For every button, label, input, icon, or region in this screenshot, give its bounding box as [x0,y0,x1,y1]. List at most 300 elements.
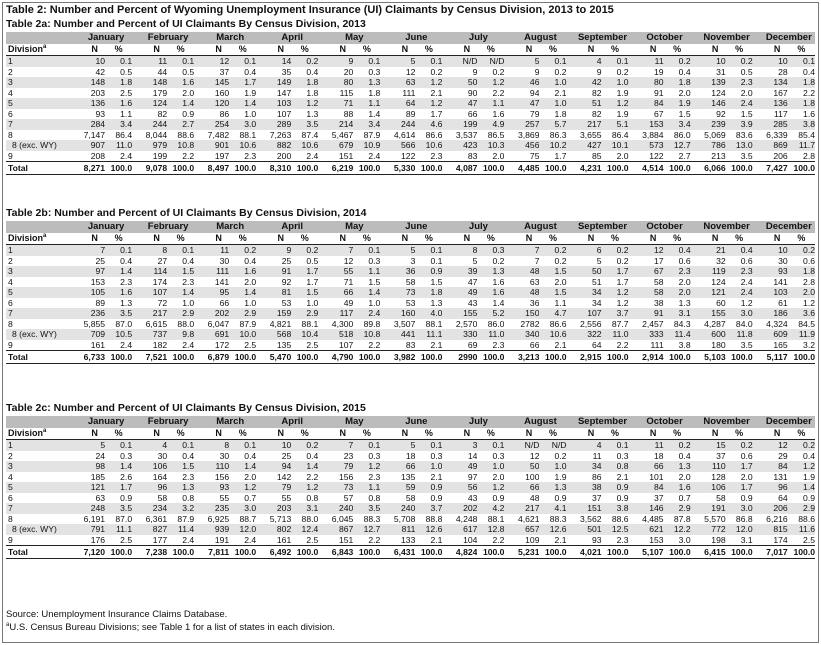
count-cell: 49 [442,461,477,472]
percent-cell: 11.4 [664,329,691,340]
count-cell: 101 [649,471,664,482]
count-cell: 240 [380,503,415,514]
percent-cell: 87.9 [239,318,257,329]
count-cell: 149 [256,77,291,88]
count-cell: 38 [567,482,602,493]
percent-cell: 3.4 [353,119,380,130]
percent-cell: 0.9 [554,492,567,503]
count-cell: 84 [753,461,788,472]
count-cell: 83 [405,339,416,350]
percent-cell: 0.1 [415,245,442,256]
percent-cell: 86.4 [611,129,629,140]
percent-cell: 2.4 [368,150,381,161]
percent-cell: 1.9 [616,87,629,98]
percent-cell: 0.4 [244,450,257,461]
percent-cell: 1.7 [291,266,318,277]
month-header: March [194,221,256,233]
n-column-header: N [318,428,353,440]
percent-cell: 11.0 [602,329,629,340]
table-row [6,493,815,504]
percent-cell: 3.4 [105,119,132,130]
percent-cell: 100.0 [415,162,442,175]
count-cell: 58 [157,492,168,503]
percent-cell: 1.0 [602,77,629,88]
percent-cell: 0.5 [740,66,753,77]
percent-cell: 12.2 [664,524,691,535]
percent-cell: 100.0 [105,162,132,175]
count-cell: 69 [467,339,478,350]
count-cell: 4,287 [704,318,726,329]
percent-cell: 1.5 [291,287,318,298]
percent-cell: 1.6 [664,482,691,493]
percent-cell: 2.2 [368,339,381,350]
count-cell: 4,621 [517,513,540,524]
month-header: November [691,32,753,44]
percent-cell: 2.4 [306,150,319,161]
division-label: 6 [8,492,13,503]
pct-column-header: % [602,233,629,245]
percent-cell: 100.0 [602,162,629,175]
percent-cell: 0.2 [602,245,629,256]
division-label: Total [6,351,70,364]
table-row [6,503,815,514]
count-cell: 3,507 [393,318,416,329]
percent-cell: 88.3 [549,513,567,524]
count-cell: 91 [629,308,664,319]
percent-cell: 0.1 [788,56,815,67]
percent-cell: 1.7 [430,108,443,119]
percent-cell: 100.0 [726,546,753,559]
percent-cell: 0.9 [803,492,815,503]
table-row [6,151,815,162]
count-cell: 2,556 [580,318,602,329]
pct-column-header: % [105,233,132,245]
count-cell: 6,216 [766,513,788,524]
count-cell: 180 [711,339,726,350]
percent-cell: 1.2 [291,482,318,493]
count-cell: 30 [157,450,168,461]
count-cell: 79 [529,108,540,119]
count-cell: 5,069 [704,129,726,140]
count-cell: 8,271 [70,162,105,175]
count-cell: 573 [629,140,664,151]
month-header: February [132,32,194,44]
count-cell: 115 [339,87,354,98]
count-cell: 901 [194,140,229,151]
percent-cell: 2.8 [803,150,815,161]
division-label: 4 [8,87,13,98]
percent-cell: 1.3 [477,266,504,277]
division-header-sup: a [43,428,47,434]
percent-cell: 1.8 [105,77,132,88]
count-cell: 120 [194,98,229,109]
percent-cell: 1.2 [353,461,380,472]
n-column-header: N [567,44,602,56]
percent-cell: 10.9 [353,140,380,151]
percent-cell: 1.5 [740,108,753,119]
percent-cell: 10.6 [539,329,566,340]
count-cell: 191 [214,534,230,545]
count-cell: 617 [442,524,477,535]
pct-column-header: % [105,428,132,440]
percent-cell: 1.7 [616,276,629,287]
percent-cell: 1.5 [430,276,443,287]
count-cell: 111 [650,339,664,350]
pct-column-header: % [415,44,442,56]
percent-cell: 88.1 [487,513,505,524]
percent-cell: 2.3 [430,150,443,161]
table-row [6,109,815,120]
count-cell: 53 [405,297,416,308]
division-label: 6 [8,108,13,119]
subheader-row [6,233,815,245]
count-cell: 25 [281,255,292,266]
count-cell: 107 [338,339,354,350]
count-cell: 198 [711,534,726,545]
count-cell: 176 [90,534,106,545]
percent-cell: 0.2 [664,56,691,67]
count-cell: 568 [256,329,291,340]
percent-cell: 0.2 [492,255,505,266]
percent-cell: 1.4 [229,461,256,472]
count-cell: 5 [380,440,415,451]
percent-cell: 1.0 [182,297,195,308]
percent-cell: 2.3 [244,150,257,161]
percent-cell: 100.0 [229,162,256,175]
percent-cell: 1.2 [415,77,442,88]
count-cell: 66 [529,339,540,350]
count-cell: 79 [318,461,353,472]
count-cell: 38 [654,297,664,308]
count-cell: 8 [442,245,477,256]
count-cell: 117 [773,108,788,119]
count-cell: 42 [95,66,106,77]
percent-cell: 86.6 [549,318,567,329]
count-cell: 51 [567,98,602,109]
percent-cell: 0.4 [120,255,133,266]
percent-cell: 10.3 [477,140,504,151]
count-cell: 156 [338,471,354,482]
pct-column-header: % [602,428,629,440]
percent-cell: 3.5 [740,150,753,161]
count-cell: 6,339 [766,129,788,140]
count-cell: 82 [591,108,602,119]
n-column-header: N [256,44,291,56]
n-column-header: N [70,44,105,56]
count-cell: 93 [753,266,788,277]
count-cell: 122 [649,150,664,161]
percent-cell: 2.3 [726,266,753,277]
count-cell: 217 [567,119,602,130]
percent-cell: 0.6 [740,450,753,461]
count-cell: 63 [380,77,415,88]
count-cell: 6,045 [331,513,354,524]
count-cell: 29 [778,450,788,461]
percent-cell: 4.2 [477,503,504,514]
count-cell: 4,485 [504,162,539,175]
count-cell: 4,248 [455,513,478,524]
count-cell: 240 [318,503,353,514]
n-column-header: N [504,428,539,440]
count-cell: 43 [467,492,478,503]
percent-cell: 2.5 [306,534,319,545]
percent-cell: 4.0 [415,308,442,319]
month-header: September [567,416,629,428]
count-cell: 48 [504,266,539,277]
pct-column-header: % [788,44,815,56]
division-header-sup: a [43,233,47,239]
count-cell: 141 [214,276,230,287]
percent-cell: 100.0 [353,351,380,364]
percent-cell: 0.4 [664,245,691,256]
percent-cell: 12.5 [602,524,629,535]
percent-cell: 2.3 [726,77,753,88]
count-cell: 30 [219,450,230,461]
percent-cell: 3.0 [726,308,753,319]
percent-cell: 2.0 [740,87,753,98]
month-header: April [256,416,318,428]
count-cell: 4 [132,440,167,451]
count-cell: 234 [132,503,167,514]
count-cell: 882 [256,140,291,151]
count-cell: 93 [591,534,602,545]
count-cell: 5,103 [691,351,726,364]
percent-cell: 3.5 [353,503,380,514]
count-cell: 66 [318,287,353,298]
pct-column-header: % [539,428,566,440]
count-cell: 49 [442,287,477,298]
percent-cell: 86.3 [549,129,567,140]
count-cell: 63 [529,276,540,287]
percent-cell: 0.2 [291,56,318,67]
pct-column-header: % [726,233,753,245]
count-cell: 2,570 [455,318,478,329]
count-cell: 907 [70,140,105,151]
month-header: October [629,221,691,233]
month-header: September [567,32,629,44]
count-cell: 7,482 [207,129,230,140]
percent-cell: 2.0 [678,276,691,287]
percent-cell: 0.1 [477,440,504,451]
count-cell: 94 [529,87,540,98]
count-cell: 97 [70,266,105,277]
percent-cell: 3.1 [664,308,691,319]
count-cell: 109 [525,534,540,545]
count-cell: 3,213 [504,351,539,364]
month-header: March [194,416,256,428]
percent-cell: 2.0 [678,87,691,98]
percent-cell: 0.3 [368,450,381,461]
n-column-header: N [691,233,726,245]
percent-cell: 0.1 [105,245,132,256]
n-column-header: N [629,233,664,245]
percent-cell: 2.7 [167,119,194,130]
percent-cell: 0.1 [353,440,380,451]
month-header: May [318,416,380,428]
percent-cell: 12.7 [353,524,380,535]
percent-cell: 0.5 [182,66,195,77]
count-cell: 182 [152,339,168,350]
count-cell: 124 [132,98,167,109]
percent-cell: 2.8 [803,276,815,287]
count-cell: 80 [318,77,353,88]
pct-column-header: % [291,428,318,440]
count-cell: 9 [472,66,478,77]
percent-cell: 2.0 [182,87,195,98]
percent-cell: 2.6 [120,471,133,482]
division-header-label: Division [8,428,44,438]
month-header: February [132,416,194,428]
count-cell: 4,087 [442,162,477,175]
count-cell: 50 [504,461,539,472]
percent-cell: 2.2 [368,534,381,545]
percent-cell: 0.8 [306,492,319,503]
percent-cell: 4.9 [477,119,504,130]
percent-cell: 3.0 [678,534,691,545]
percent-cell: 100.0 [291,546,318,559]
section-2015 [6,401,815,559]
n-column-header: N [318,44,353,56]
percent-cell: 2.4 [182,339,195,350]
count-cell: 6 [567,245,602,256]
count-cell: 124 [711,87,726,98]
month-header: August [504,32,566,44]
percent-cell: 3.5 [105,308,132,319]
count-cell: 197 [214,150,230,161]
division-label: 8 (exc. WY) [6,329,70,340]
percent-cell: 86.5 [487,129,505,140]
n-column-header: N [194,44,229,56]
count-cell: 135 [401,471,416,482]
count-cell: 56 [442,482,477,493]
count-cell: 7,147 [83,129,106,140]
table-row [6,256,815,267]
percent-cell: 0.3 [368,66,381,77]
percent-cell: 1.8 [554,108,567,119]
percent-cell: 0.1 [602,440,629,451]
count-cell: 2990 [442,351,477,364]
count-cell: 7,017 [753,546,788,559]
count-cell: 24 [95,450,106,461]
count-cell: 91 [654,87,664,98]
percent-cell: 1.2 [291,98,318,109]
count-cell: 3,884 [642,129,664,140]
count-cell: 7,120 [70,546,105,559]
page-title: Table 2: Number and Percent of Wyoming Unemployment Insurance (UI) Claimants by Census Division, 2013 to 2015 [6,4,614,16]
count-cell: 254 [194,119,229,130]
month-header-row [6,221,815,233]
percent-cell: 87.9 [363,129,381,140]
pct-column-header: % [664,428,691,440]
percent-cell: 0.1 [105,440,132,451]
percent-cell: 10.5 [105,329,132,340]
count-cell: 58 [654,276,664,287]
count-cell: 566 [380,140,415,151]
percent-cell: 1.7 [726,482,753,493]
count-cell: 100 [525,471,540,482]
percent-cell: 2.5 [244,339,257,350]
division-label: 6 [8,297,13,308]
month-header: April [256,32,318,44]
percent-cell: 1.3 [664,461,691,472]
count-cell: 117 [318,308,353,319]
percent-cell: 1.6 [477,287,504,298]
count-cell: 146 [629,503,664,514]
percent-cell: 2.2 [616,339,629,350]
count-cell: 47 [442,98,477,109]
count-cell: 161 [90,339,106,350]
count-cell: 679 [318,140,353,151]
count-cell: 186 [753,308,788,319]
section-2014 [6,206,815,364]
percent-cell: 0.2 [616,66,629,77]
count-cell: 37 [591,492,602,503]
percent-cell: 85.4 [798,129,815,140]
percent-cell: 2.9 [229,308,256,319]
month-header: May [318,32,380,44]
division-label: Total [6,546,70,559]
percent-cell: 0.2 [291,245,318,256]
table-row [6,56,815,67]
percent-cell: 4.7 [539,308,566,319]
count-cell: 4,514 [629,162,664,175]
percent-cell: 1.5 [167,461,194,472]
percent-cell: 1.4 [105,461,132,472]
percent-cell: 84.3 [673,318,691,329]
count-cell: 34 [567,287,602,298]
division-label: 5 [6,98,70,109]
count-cell: 79 [256,482,291,493]
percent-cell: 2.3 [182,471,195,482]
count-cell: 10 [753,245,788,256]
percent-cell: 10.8 [167,140,194,151]
percent-cell: 0.9 [415,266,442,277]
table-row [6,524,815,535]
pct-column-header: % [788,233,815,245]
count-cell: 36 [529,297,540,308]
percent-cell: 100.0 [353,162,380,175]
percent-cell: 1.4 [788,482,815,493]
count-cell: 257 [504,119,539,130]
count-cell: 7,811 [194,546,229,559]
count-cell: 66 [219,297,230,308]
table-row [6,319,815,330]
count-cell: 691 [194,329,229,340]
count-cell: 3 [442,440,477,451]
count-cell: 330 [442,329,477,340]
percent-cell: 100.0 [664,546,691,559]
percent-cell: 1.2 [602,287,629,298]
division-label: 8 (exc. WY) [6,140,70,151]
count-cell: 47 [467,276,478,287]
table-row [6,535,815,546]
count-cell: 156 [214,471,230,482]
count-cell: 203 [90,87,106,98]
count-cell: 423 [442,140,477,151]
count-cell: 159 [256,308,291,319]
percent-cell: 10.8 [353,329,380,340]
month-header: August [504,221,566,233]
count-cell: 124 [711,276,726,287]
count-cell: 111 [402,87,416,98]
count-cell: 145 [194,77,229,88]
percent-cell: 1.8 [306,87,319,98]
percent-cell: 2.0 [492,150,505,161]
count-cell: 7 [70,245,105,256]
count-cell: 11 [629,440,664,451]
percent-cell: 0.1 [167,440,194,451]
percent-cell: 3.0 [229,503,256,514]
